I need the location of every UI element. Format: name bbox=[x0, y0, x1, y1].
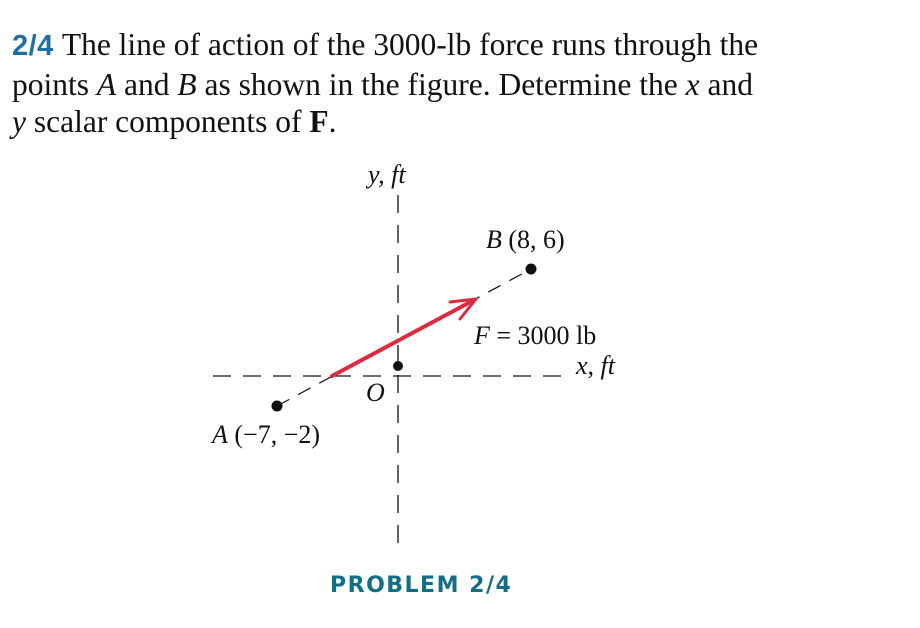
point-a-ref: A bbox=[96, 66, 117, 102]
problem-number: 2/4 bbox=[12, 30, 54, 62]
y-axis-label: y, ft bbox=[368, 160, 406, 189]
point-a-label: A (−7, −2) bbox=[212, 420, 321, 449]
problem-text-2and: and bbox=[116, 66, 178, 102]
problem-caption: PROBLEM 2/4 bbox=[330, 573, 513, 598]
problem-text-3b: . bbox=[328, 104, 337, 139]
origin-label: O bbox=[366, 378, 385, 407]
problem-text-3a: scalar components of bbox=[25, 104, 310, 139]
x-ref: x bbox=[685, 66, 700, 102]
point-a-dot bbox=[272, 401, 283, 412]
x-axis-label: x, ft bbox=[576, 351, 615, 380]
problem-text-1: The line of action of the 3000-lb force runs through the bbox=[61, 27, 759, 62]
y-ref: y bbox=[12, 104, 26, 139]
point-b-ref: B bbox=[177, 66, 197, 102]
problem-text-2c: and bbox=[699, 66, 753, 102]
origin-dot bbox=[393, 361, 403, 371]
point-b-label: B (8, 6) bbox=[486, 225, 565, 254]
point-b-dot bbox=[526, 264, 537, 275]
force-label: F = 3000 lb bbox=[474, 321, 597, 350]
problem-text-2a: points bbox=[12, 66, 97, 102]
force-vector-ref: F bbox=[309, 104, 329, 139]
force-arrow-shaft bbox=[332, 300, 474, 376]
problem-text-2b: as shown in the figure. Determine the bbox=[196, 66, 686, 102]
